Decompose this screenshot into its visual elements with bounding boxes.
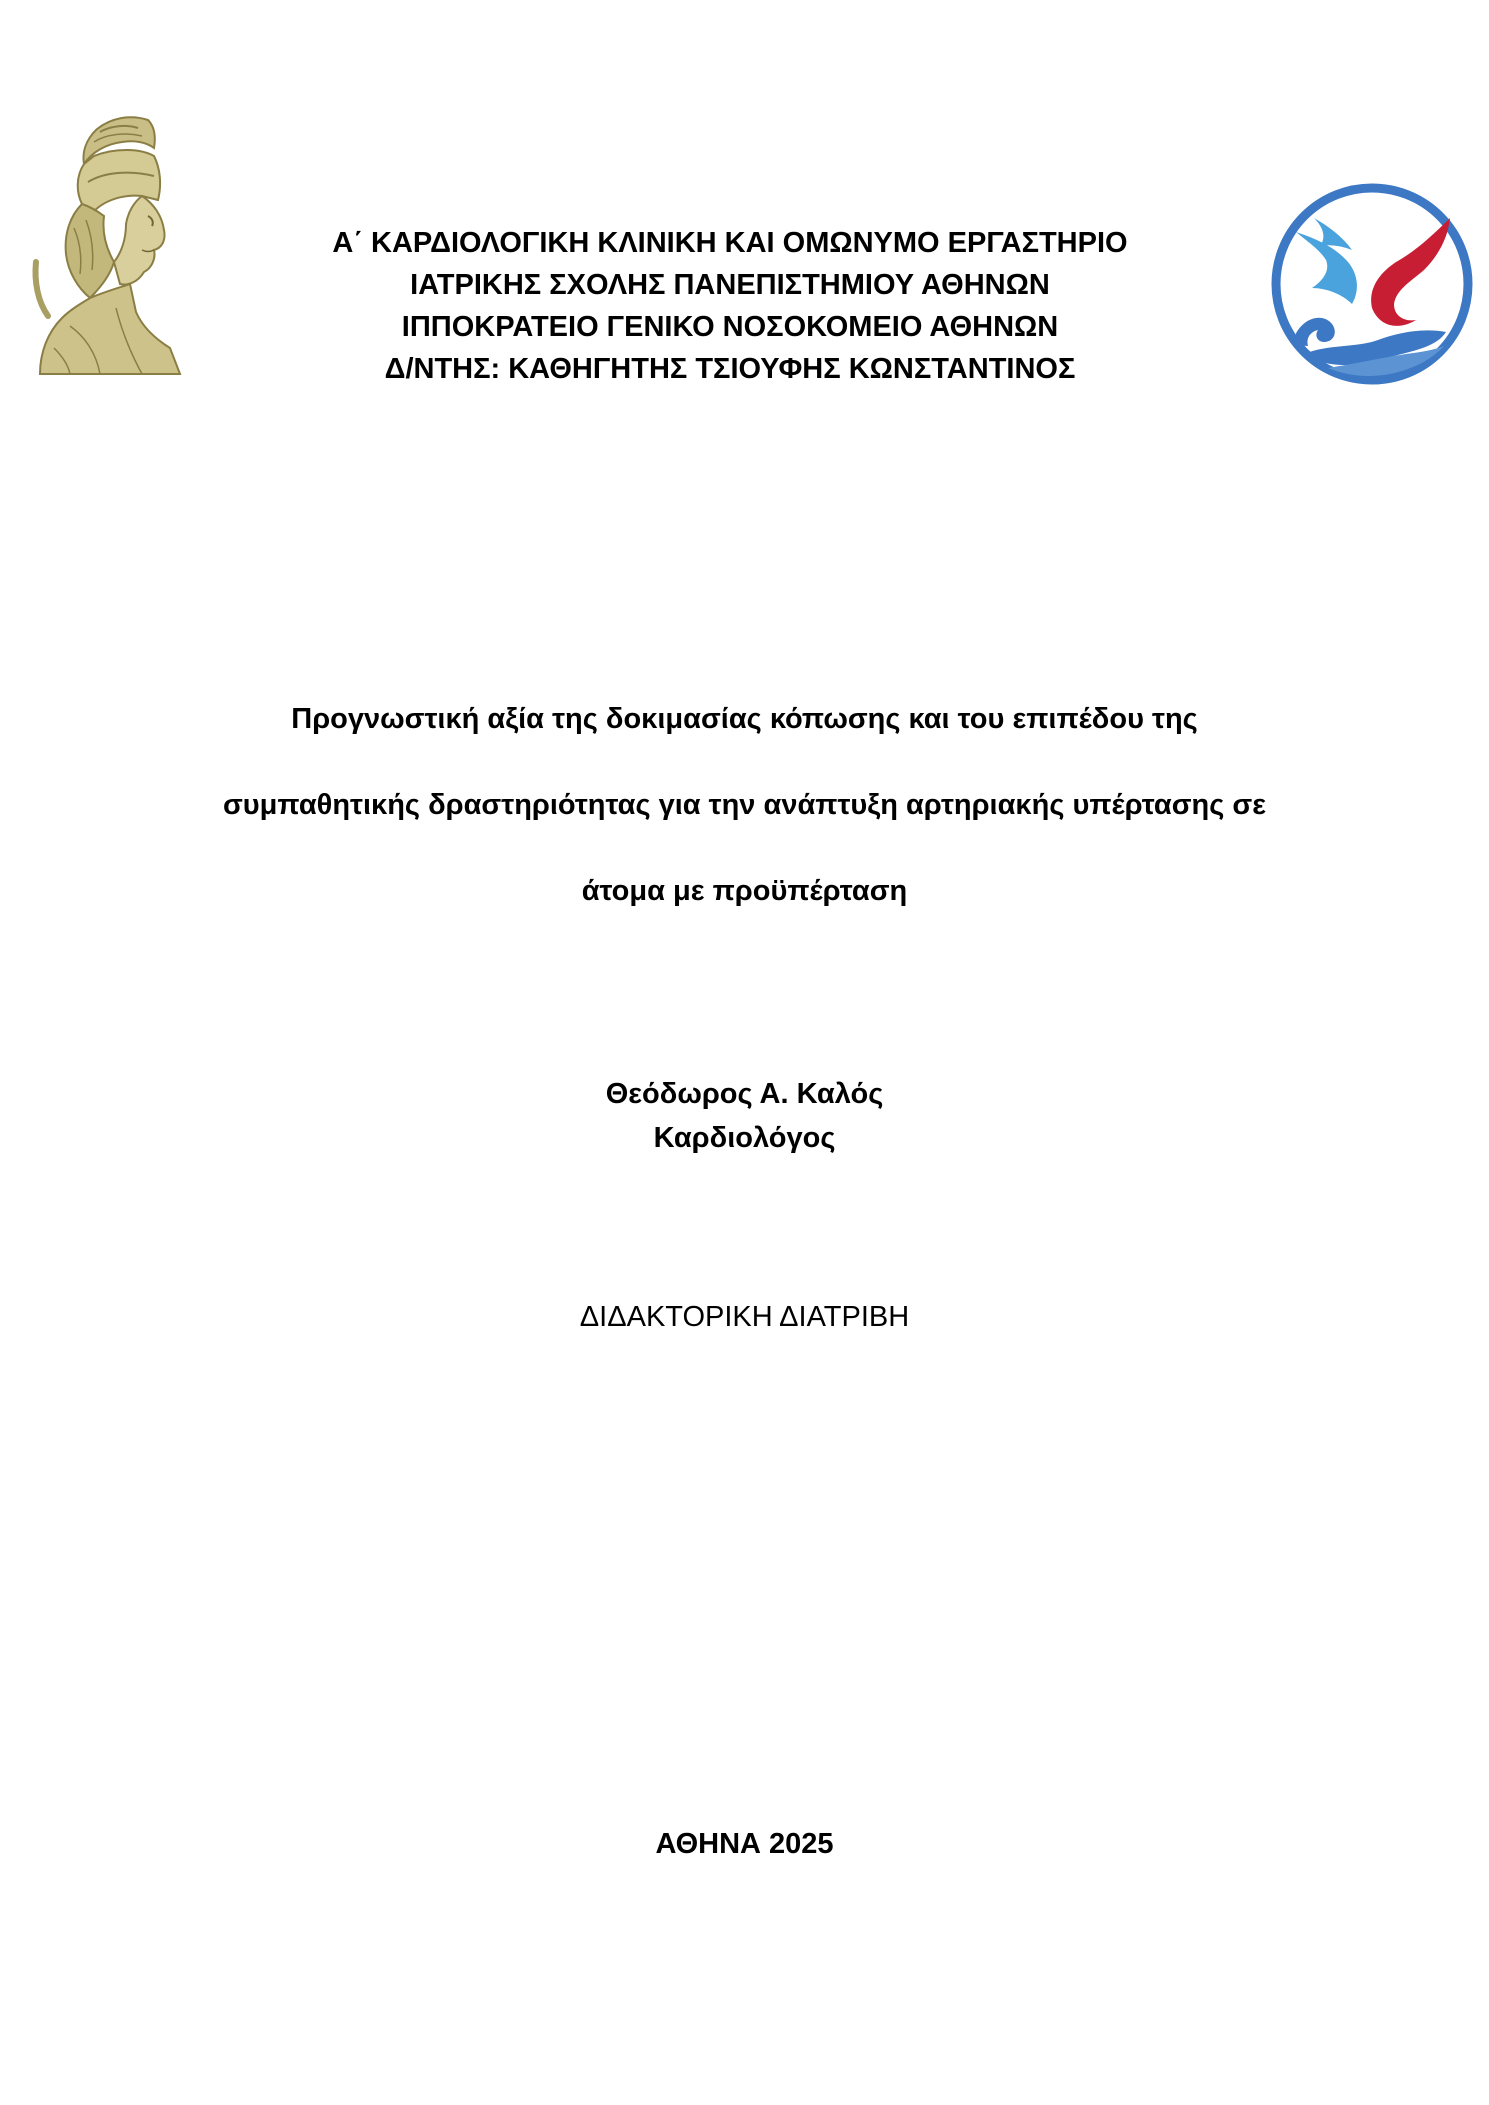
author-block [300, 1072, 1189, 1160]
author-name: Θεόδωρος Α. Καλός [605, 1078, 884, 1110]
athena-logo [30, 112, 210, 377]
hospital-emblem-logo [1268, 180, 1476, 388]
thesis-title-line-3: άτομα με προϋπέρταση [581, 875, 908, 907]
athena-bust-icon [30, 112, 210, 377]
header-hospital-line: ΙΠΠΟΚΡΑΤΕΙΟ ΓΕΝΙΚΟ ΝΟΣΟΚΟΜΕΙΟ ΑΘΗΝΩΝ [401, 311, 1059, 343]
flame-wave-emblem-icon [1268, 180, 1476, 388]
header-school-line: ΙΑΤΡΙΚΗΣ ΣΧΟΛΗΣ ΠΑΝΕΠΙΣΤΗΜΙΟΥ ΑΘΗΝΩΝ [410, 269, 1050, 301]
header-director-line: Δ/ΝΤΗΣ: ΚΑΘΗΓΗΤΗΣ ΤΣΙΟΥΦΗΣ ΚΩΝΣΤΑΝΤΙΝΟΣ [384, 353, 1076, 385]
header-clinic-line: Α΄ ΚΑΡΔΙΟΛΟΓΙΚΗ ΚΛΙΝΙΚΗ ΚΑΙ ΟΜΩΝΥΜΟ ΕΡΓΑΣΤΗΡΙΟ [332, 227, 1128, 259]
document-type: ΔΙΔΑΚΤΟΡΙΚΗ ΔΙΑΤΡΙΒΗ [579, 1301, 910, 1333]
thesis-title-line-2: συμπαθητικής δραστηριότητας για την ανάπτυξη αρτηριακής υπέρτασης σε [222, 789, 1267, 821]
thesis-title [100, 676, 1389, 934]
thesis-title-line-1: Προγνωστική αξία της δοκιμασίας κόπωσης και του επιπέδου της [291, 703, 1198, 735]
institution-header [230, 222, 1230, 390]
place-date: ΑΘΗΝΑ 2025 [655, 1828, 834, 1860]
author-specialty: Καρδιολόγος [653, 1122, 836, 1154]
